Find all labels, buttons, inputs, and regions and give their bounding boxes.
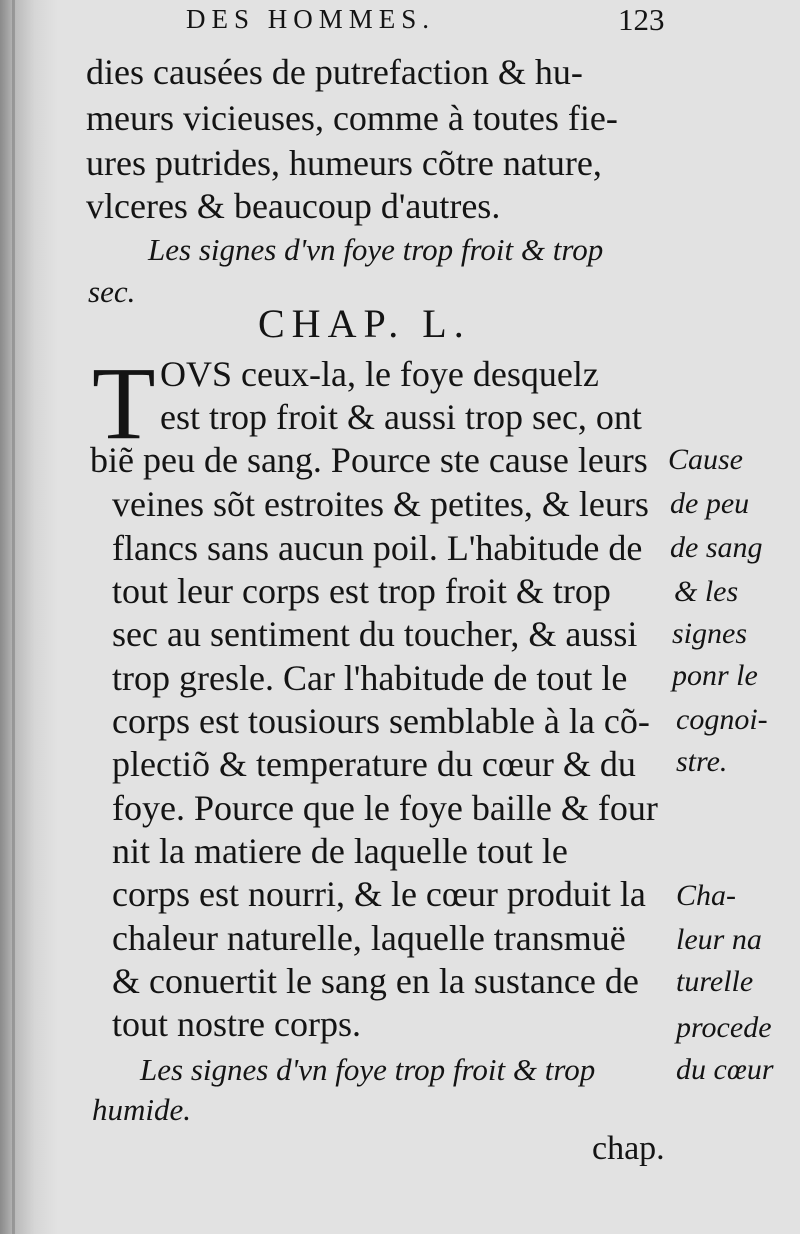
chapter-line: corps est nourri, & le cœur produit la: [112, 874, 646, 914]
chapter-line: chaleur naturelle, laquelle transmuë: [112, 918, 626, 958]
body-line: meurs vicieuses, comme à toutes fie-: [86, 98, 618, 138]
section-heading: sec.: [88, 274, 136, 309]
margin-note: leur na: [676, 923, 762, 956]
chapter-line: nit la matiere de laquelle tout le: [112, 831, 568, 871]
book-spine-shadow: [0, 0, 58, 1234]
chapter-line: foye. Pource que le foye baille & four: [112, 788, 658, 828]
margin-note: signes: [672, 617, 747, 650]
margin-note: du cœur: [676, 1053, 774, 1086]
margin-note: stre.: [676, 745, 728, 778]
chapter-line: est trop froit & aussi trop sec, ont: [160, 397, 642, 437]
drop-cap: T: [92, 346, 156, 461]
section-heading: humide.: [92, 1092, 192, 1127]
catchword: chap.: [592, 1130, 665, 1167]
body-line: ures putrides, humeurs cõtre nature,: [86, 143, 602, 183]
chapter-line: flancs sans aucun poil. L'habitude de: [112, 528, 643, 568]
chapter-line: & conuertit le sang en la sustance de: [112, 961, 639, 1001]
margin-note: cognoi-: [676, 703, 768, 736]
margin-note: de peu: [670, 487, 750, 520]
section-heading: Les signes d'vn foye trop froit & trop: [140, 1052, 596, 1087]
chapter-line: plectiõ & temperature du cœur & du: [112, 744, 636, 784]
margin-note: Cause: [668, 443, 743, 476]
chapter-line: trop gresle. Car l'habitude de tout le: [112, 658, 628, 698]
chapter-line: OVS ceux-la, le foye desquelz: [160, 354, 599, 394]
margin-note: ponr le: [672, 659, 758, 692]
body-line: vlceres & beaucoup d'autres.: [86, 186, 501, 226]
chapter-line: sec au sentiment du toucher, & aussi: [112, 614, 638, 654]
margin-note: & les: [674, 575, 739, 608]
chapter-line: veines sõt estroites & petites, & leurs: [112, 484, 649, 524]
section-heading: Les signes d'vn foye trop froit & trop: [148, 232, 604, 267]
chapter-line: biẽ peu de sang. Pource ste cause leurs: [90, 440, 648, 480]
chapter-line: corps est tousiours semblable à la cõ-: [112, 701, 650, 741]
margin-note: de sang: [670, 531, 763, 564]
page-number: 123: [618, 2, 665, 37]
running-head: DES HOMMES.: [186, 4, 436, 34]
body-line: dies causées de putrefaction & hu-: [86, 52, 583, 92]
margin-note: procede: [676, 1011, 772, 1044]
margin-note: turelle: [676, 965, 754, 998]
chapter-line: tout nostre corps.: [112, 1004, 361, 1044]
margin-note: Cha-: [676, 879, 736, 912]
chapter-line: tout leur corps est trop froit & trop: [112, 571, 611, 611]
chapter-title: CHAP. L.: [258, 301, 471, 346]
